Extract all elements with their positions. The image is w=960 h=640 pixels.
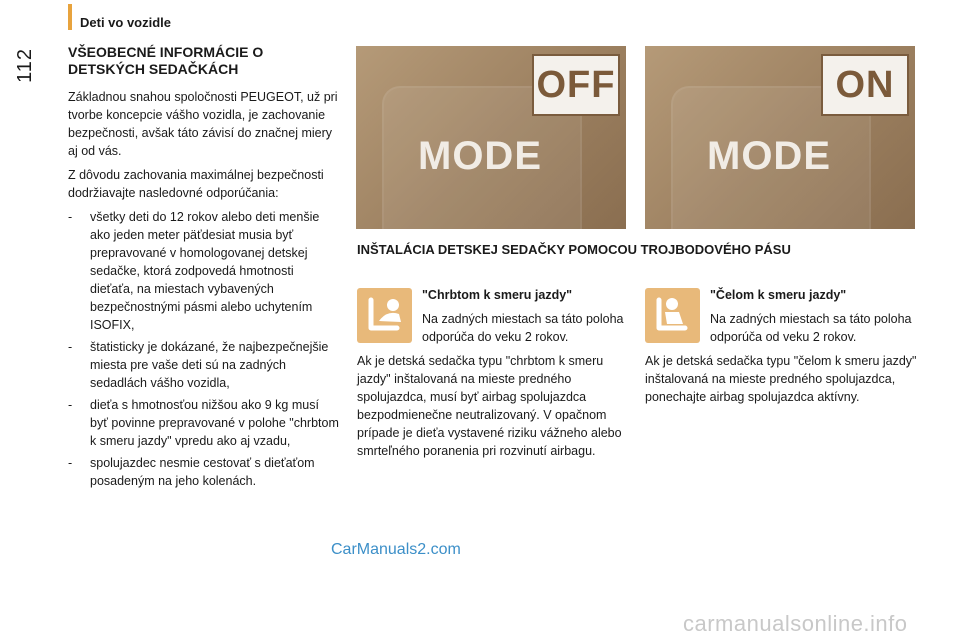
general-info-column	[68, 44, 340, 494]
main-heading-line-2: DETSKÝCH SEDAČKÁCH	[68, 61, 239, 77]
bullet-dash: -	[68, 456, 73, 470]
carmanualsonline-watermark: carmanualsonline.info	[683, 611, 908, 636]
list-item-text: dieťa s hmotnosťou nižšou ako 9 kg musí byť povinne prepravované v polohe "chrbtom k smeru jazdy" vpredu ako aj vzadu,	[90, 398, 339, 448]
on-indicator: ON	[821, 54, 909, 116]
bullet-dash: -	[68, 210, 73, 224]
main-heading	[68, 44, 340, 78]
airbag-mode-off-photo	[356, 46, 626, 229]
off-indicator: OFF	[532, 54, 620, 116]
mode-label: MODE	[418, 134, 542, 178]
recommendations-intro: Z dôvodu zachovania maximálnej bezpečnosti dodržiavajte nasledovné odporúčania:	[68, 168, 324, 200]
intro-paragraph: Základnou snahou spoločnosti PEUGEOT, už pri tvorbe koncepcie vášho vozidla, je zachovanie bezpečnosti, avšak táto závisí do značnej miery aj od vás.	[68, 90, 338, 158]
bullet-dash: -	[68, 398, 73, 412]
rear-facing-paragraph-2: Ak je detská sedačka typu "chrbtom k smeru jazdy" inštalovaná na mieste predného spolujazdca, musí byť airbag spolujazdca bezpodmienečne neutralizovaný. V opačnom prípade je dieťa vystavené riziku vážneho alebo smrteľného poranenia pri rozvinutí airbagu.	[357, 354, 622, 458]
forward-facing-title: "Čelom k smeru jazdy"	[710, 288, 847, 302]
page-number: 112	[14, 48, 36, 83]
header-accent-bar	[68, 4, 72, 30]
mode-label: MODE	[707, 134, 831, 178]
airbag-mode-on-photo	[645, 46, 915, 229]
carmanuals2-watermark[interactable]: CarManuals2.com	[331, 541, 461, 558]
list-item	[68, 338, 340, 392]
forward-facing-seat-icon	[645, 288, 700, 343]
forward-facing-paragraph-2: Ak je detská sedačka typu "čelom k smeru jazdy" inštalovaná na mieste predného spolujazdca, ponechajte airbag spolujazdca aktívny.	[645, 354, 917, 404]
forward-facing-section	[645, 286, 917, 412]
rear-facing-section	[357, 286, 629, 466]
bullet-dash: -	[68, 340, 73, 354]
rear-facing-seat-icon	[357, 288, 412, 343]
main-heading-line-1: VŠEOBECNÉ INFORMÁCIE O	[68, 44, 264, 60]
installation-heading: INŠTALÁCIA DETSKEJ SEDAČKY POMOCOU TROJBODOVÉHO PÁSU	[357, 242, 791, 257]
recommendations-list	[68, 208, 340, 490]
rear-facing-title: "Chrbtom k smeru jazdy"	[422, 288, 573, 302]
forward-facing-paragraph-1: Na zadných miestach sa táto poloha odporúča od veku 2 rokov.	[710, 312, 912, 344]
list-item	[68, 396, 340, 450]
section-title: Deti vo vozidle	[80, 15, 172, 30]
list-item	[68, 208, 340, 334]
rear-facing-paragraph-1: Na zadných miestach sa táto poloha odporúča do veku 2 rokov.	[422, 312, 624, 344]
list-item-text: všetky deti do 12 rokov alebo deti menšie ako jeden meter päťdesiat musia byť prepravované v homologovanej detskej sedačke, ktorá zodpovedá hmotnosti dieťaťa, na miestach vybavených bezpečnostnými pásmi alebo uchytením ISOFIX,	[90, 210, 320, 332]
list-item	[68, 454, 340, 490]
list-item-text: štatisticky je dokázané, že najbezpečnejšie miesta pre vaše deti sú na zadných sedadlách vášho vozidla,	[90, 340, 329, 390]
list-item-text: spolujazdec nesmie cestovať s dieťaťom posadeným na jeho kolenách.	[90, 456, 315, 488]
